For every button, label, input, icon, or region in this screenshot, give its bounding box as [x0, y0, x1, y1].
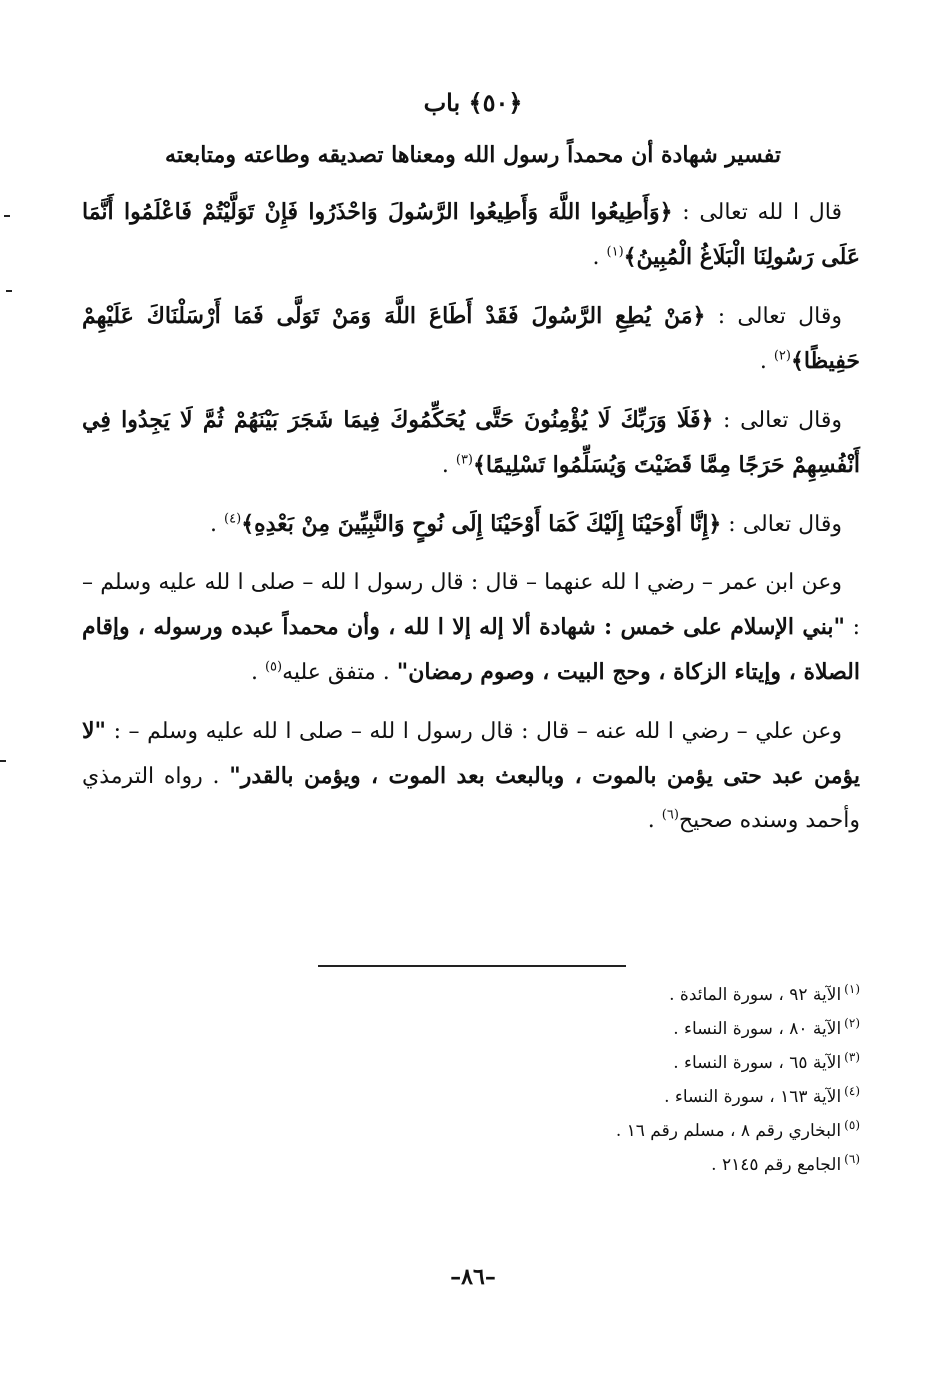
footnote-ref: (١) [606, 244, 624, 260]
footnote-item [220, 1080, 860, 1114]
paragraph-intro: وعن ابن عمر – رضي ا لله عنهما – قال : قال رسول ا لله – صلى ا لله عليه وسلم – : [82, 570, 861, 640]
paragraph-tail: . [647, 808, 662, 833]
footnote-text: الآية ٦٥ ، سورة النساء . [673, 1053, 842, 1073]
paragraph-intro: وعن علي – رضي ا لله عنه – قال : قال رسول ا لله – صلى ا لله عليه وسلم – : [106, 719, 842, 744]
paragraph-verse-1 [82, 190, 860, 280]
footnote-item [220, 978, 860, 1012]
paragraph-tail: . [210, 512, 225, 537]
footnote-number: (٦) [844, 1152, 860, 1167]
quran-verse: ﴿مَنْ يُطِعِ الرَّسُولَ فَقَدْ أَطَاعَ اللَّهَ وَمَنْ تَوَلَّى فَمَا أَرْسَلْنَاكَ عَلَيْهِمْ حَفِيظًا﴾ [82, 303, 860, 374]
paragraph-intro: وقال تعالى : [713, 408, 842, 433]
footnote-number: (٥) [844, 1118, 860, 1133]
paragraph-tail: . [250, 660, 265, 685]
paragraph-verse-2 [82, 294, 860, 384]
paragraph-tail: . [441, 453, 456, 478]
scan-edge-mark [6, 290, 12, 292]
footnote-item [220, 1148, 860, 1182]
footnote-number: (٤) [844, 1084, 860, 1099]
chapter-title: ﴿٥٠﴾ باب [423, 88, 523, 117]
quran-verse: ﴿إِنَّا أَوْحَيْنَا إِلَيْكَ كَمَا أَوْحَيْنَا إِلَى نُوحٍ وَالنَّبِيِّينَ مِنْ بَعْدِهِ﴾ [241, 511, 722, 537]
paragraph-intro: قال ا لله تعالى : [672, 200, 842, 225]
footnote-item [220, 1114, 860, 1148]
footnote-separator [318, 965, 626, 967]
paragraph-hadith-2 [82, 709, 860, 843]
footnote-text: الجامع رقم ٢١٤٥ . [711, 1155, 842, 1175]
footnote-text: البخاري رقم ٨ ، مسلم رقم ١٦ . [615, 1121, 842, 1141]
paragraph-intro: وقال تعالى : [721, 512, 842, 537]
hadith-text: "بني الإسلام على خمس : شهادة ألا إله إلا ا لله ، وأن محمداً عبده ورسوله ، وإقام الصلاة ، وإيتاء الزكاة ، وحج البيت ، وصوم رمضان" [82, 614, 860, 685]
paragraph-verse-3 [82, 398, 860, 488]
footnote-ref: (٦) [661, 807, 679, 823]
footnote-ref: (٤) [224, 511, 242, 527]
paragraph-verse-4 [82, 502, 860, 547]
chapter-subtitle: تفسير شهادة أن محمداً رسول الله ومعناها تصديقه وطاعته ومتابعته [165, 142, 781, 168]
footnote-ref: (٣) [455, 452, 473, 468]
hadith-text: "لا يؤمن عبد حتى يؤمن بالموت ، وبالبعث بعد الموت ، ويؤمن بالقدر" [82, 718, 860, 789]
page-number: –٨٦– [450, 1264, 496, 1290]
paragraph-tail: . [759, 349, 774, 374]
quran-verse: ﴿وَأَطِيعُوا اللَّهَ وَأَطِيعُوا الرَّسُولَ وَاحْذَرُوا فَإِنْ تَوَلَّيْتُمْ فَاعْلَمُوا أَنَّمَا عَلَى رَسُولِنَا الْبَلَاغُ الْمُبِينُ﴾ [82, 199, 860, 270]
scan-edge-mark [0, 760, 6, 762]
paragraph-hadith-1 [82, 561, 860, 695]
footnotes-list [220, 978, 860, 1182]
paragraph-tail: . [592, 245, 607, 270]
body-text [82, 190, 860, 857]
hadith-source: . متفق عليه [282, 660, 397, 685]
paragraph-intro: وقال تعالى : [705, 304, 842, 329]
scan-edge-mark [4, 215, 10, 217]
footnote-ref: (٥) [264, 659, 283, 675]
hadith-source: . رواه الترمذي وأحمد وسنده صحيح [82, 764, 860, 833]
footnote-text: الآية ٨٠ ، سورة النساء . [673, 1019, 842, 1039]
footnote-text: الآية ٩٢ ، سورة المائدة . [669, 985, 842, 1005]
quran-verse: ﴿فَلَا وَرَبِّكَ لَا يُؤْمِنُونَ حَتَّى يُحَكِّمُوكَ فِيمَا شَجَرَ بَيْنَهُمْ ثُمَّ لَا يَجِدُوا فِي أَنْفُسِهِمْ حَرَجًا مِمَّا قَضَيْتَ وَيُسَلِّمُوا تَسْلِيمًا﴾ [82, 407, 860, 478]
footnote-number: (١) [844, 982, 860, 997]
footnote-item [220, 1012, 860, 1046]
footnote-number: (٢) [844, 1016, 860, 1031]
footnote-ref: (٢) [773, 348, 791, 364]
footnote-item [220, 1046, 860, 1080]
footnote-number: (٣) [844, 1050, 860, 1065]
footnote-text: الآية ١٦٣ ، سورة النساء . [664, 1087, 842, 1107]
